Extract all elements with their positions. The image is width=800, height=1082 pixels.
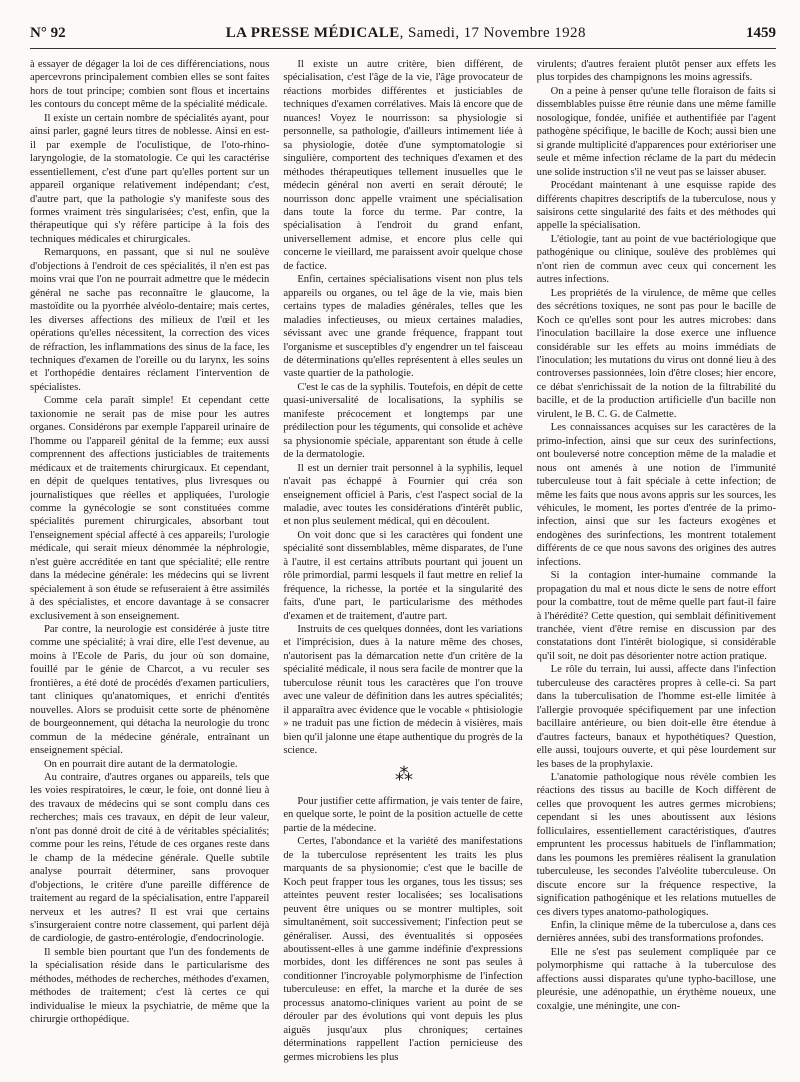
issue-date: , Samedi, 17 Novembre 1928 [399, 24, 586, 41]
paragraph: virulents; d'autres feraient plutôt penser aux effets les plus torpides des champignons les moins agressifs. [536, 59, 776, 84]
paragraph: L'anatomie pathologique nous révèle combien les réactions des tissus au bacille de Koch diffèrent de celles que provoquent les autres germes microbiens; cependant si les unes aboutissent aux lésions folliculaires, essentiellement caractéristiques, d'autres empruntent les processus habituels de l'inflammation; dans les poumons les premières réalisent la granulation tuberculeuse, les secondes l'alvéolite tuberculeuse. On discute encore sur la fréquence respective, la signification pathogénique et les relations mutuelles de ces divers types anatomo-pathologiques. [536, 772, 776, 918]
section-separator: ⁂ [394, 763, 411, 784]
paragraph: à essayer de dégager la loi de ces différenciations, nous apercevrons principalement combien elles se sont faites hors de tout principe; combien sont flous et incertains les contours du concept même de la spécialité médicale. [30, 59, 270, 111]
paragraph: Pour justifier cette affirmation, je vais tenter de faire, en quelque sorte, le point de la position actuelle de cette partie de la médecine. [283, 796, 523, 834]
paragraph: Procédant maintenant à une esquisse rapide des différents chapitres descriptifs de la tuberculose, nous y saisirons cette singularité des faits et des méthodes qui appelle la spécialisation. [536, 180, 776, 232]
paragraph: Il existe un certain nombre de spécialités ayant, pour ainsi parler, gagné leurs titres de noblesse. Ainsi en est-il par exemple de l'oculistique, de l'oto-rhino-laryngologie, de la stomatologie. Ce qui les caractérise essentiellement, c'est d'une part qu'elles portent sur un appareil organique relativement indépendant; c'est, d'autre part, que la pathologie s'y manifeste sous des formes vraiment très singularisées; c'est, enfin, que la thérapeutique qui s'y réfère participe à la fois des techniques médicales et chirurgicales. [30, 112, 270, 245]
paragraph: Instruits de ces quelques données, dont les variations et l'imprécision, dues à la nature même des choses, n'autorisent pas la démarcation nette d'un critère de la spécialité médicale, il nous sera facile de montrer que la tuberculose réunit tous les caractères que l'on trouve avec une valeur de définition dans les autres spécialités; il apparaîtra avec évidence que le vocable « phtisiologie » ne traduit pas une fiction de médecin à visières, mais bien qu'il jalonne une étape authentique du progrès de la science. [283, 624, 523, 757]
page-header [30, 18, 776, 49]
paragraph: Au contraire, d'autres organes ou appareils, tels que les voies respiratoires, le cœur, le foie, ont donné lieu à des travaux de médecins qui se sont complu dans ces recherches; mais ces travaux, en dépit de leur valeur, n'ont pas donné droit de cité à de véritables spécialités; comme pour les reins, l'étude de ces organes reste dans le champ de la médecine générale. Quelle subtile analyse pourrait déterminer, sans provoquer d'objections, le critère d'une pareille différence de traitement au regard de la spécialisation, entre l'appareil nerveux et les autres? Il est vrai que certains s'insurgeraient contre notre classement, qui parlent déjà de cardiologie, de gastro-entérologie, d'endocrinologie. [30, 772, 270, 945]
column-1 [30, 58, 269, 1068]
paragraph: Le rôle du terrain, lui aussi, affecte dans l'infection tuberculeuse des caractères propres à celle-ci. Sa part dans la tuberculisation de l'homme est-elle limitée à l'allergie provoquée spécifiquement par une infection bacillaire antérieure, ou bien doit-elle être étendue à d'autres facteurs, banaux et hypothétiques? Question, elle aussi, toujours ouverte, et qui pèse lourdement sur les bases de la prophylaxie. [536, 664, 776, 770]
paragraph: Les propriétés de la virulence, de même que celles des sécrétions toxiques, ne sont pas pour le bacille de Koch ce qu'elles sont pour les autres microbes: dans l'inoculation bacillaire la dose exerce une influence considérable sur les effets au moins immédiats de l'inoculation; les mutations du virus ont donné lieu à des controverses passionnées, loin d'être closes; hier encore, ce débat s'enrichissait de la notion de la filtrabilité du bacille, et de la production artificielle d'un bacille non virulent, le B. C. G. de Calmette. [536, 287, 776, 420]
paragraph: C'est le cas de la syphilis. Toutefois, en dépit de cette quasi-universalité de localisations, la syphilis se manifeste précocement et longtemps par une prédilection pour les téguments, qui consolide et achève sa physionomie spéciale, apparentant son étude à celle de la dermatologie. [283, 381, 523, 461]
paragraph: Si la contagion inter-humaine commande la propagation du mal et nous dicte le sens de notre effort pour la combattre, tout de même quelle part faut-il faire à l'hérédité? Cette question, qui semblait définitivement tranchée, vient d'être remise en discussion par des constatations dont l'intérêt biologique, si considérable qu'il soit, ne doit pas désorienter notre action pratique. [536, 570, 776, 662]
paragraph: Remarquons, en passant, que si nul ne soulève d'objections à l'endroit de ces spécialités, il n'en est pas moins vrai que l'on ne pourrait admettre que le médecin général ne sache pas reconnaître le glaucome, la mastoïdite ou la pyorrhée alvéolo-dentaire; mais certes, les diverses affections des milieux de l'œil et les opérations qu'elles nécessitent, la correction des vices de réfraction, les inflammations des sinus de la face, les techniques d'examen de l'oreille ou du larynx, les soins et l'orthopédie dentaires réclament l'intervention de spécialistes. [30, 247, 270, 393]
paragraph: Enfin, la clinique même de la tuberculose a, dans ces dernières années, subi des transformations profondes. [536, 920, 776, 945]
paragraph: Comme cela paraît simple! Et cependant cette taxionomie ne serait pas de mise pour les autres organes. Considérons par exemple l'appareil urinaire de l'homme ou l'appareil génital de la femme; eux aussi comprennent des affections justiciables de traitements médicaux et de traitements chirurgicaux. Et cependant, en dépit de quelques tentatives, plus livresques ou journalistiques que réelles et appliquées, l'urologie comme la gynécologie se sont constituées comme spécialités purement chirurgicales, absorbant tout l'enseignement spécial affecté à ces appareils; l'urologie médicale, qui serait mieux dénommée la néphrologie, n'est guère accréditée en tant que spécialité; elle rentre dans la médecine générale: les médecins qui se livrent spécialement à son étude se refuseraient à être assimilés à des spécialistes, et encore davantage à se consacrer exclusivement à son enseignement. [30, 395, 270, 622]
paragraph: Il existe un autre critère, bien différent, de spécialisation, c'est l'âge de la vie, l'âge provocateur de réactions morbides différentes et justiciables de techniques d'examen corrélatives. Mais là encore que de nuances! Voyez le nourrisson: sa physiologie si personnelle, sa pathologie, d'ailleurs intimement liée à sa physiologie, dotée d'une symptomatologie si singulière, comportent des techniques d'examen et des méthodes thérapeutiques tellement inusuelles que le médecin général non averti en serait dérouté; le nourrisson donc appelle vraiment une spécialisation dans toute la force du terme. Par contre, la spécialisation à l'endroit du grand enfant, universellement admise, et encore plus celle qui concerne le vieillard, me paraissent avoir quelque chose de factice. [283, 59, 523, 272]
paragraph: On a peine à penser qu'une telle floraison de faits si dissemblables puisse être réunie dans une même famille nosologique, fondée, unifiée et authentifiée par l'agent pathogène spécifique, le bacille de Koch; aussi bien une si grande multiplicité d'apparences pour extérioriser une seule et même infection réclame de la part du médecin une solide instruction s'il ne veut pas se laisser abuser. [536, 85, 776, 178]
page-number: 1459 [746, 24, 776, 41]
paragraph: Les connaissances acquises sur les caractères de la primo-infection, ainsi que sur ceux des surinfections, ont bouleversé notre conception même de la maladie et nous ont amenés à une notion de l'immunité tuberculeuse tout à fait spéciale à cette infection; de même les faits que nous avons appris sur les sources, les véhicules, le moment, les portes d'entrée de la primo-infection, ainsi que sur les facteurs exogènes et endogènes des surinfections, les montrent totalement différents de ce que nous savons des origines des autres infections. [536, 422, 776, 568]
paragraph: L'étiologie, tant au point de vue bactériologique que pathogénique ou clinique, soulève des problèmes qui n'ont rien de commun avec ceux qui concernent les autres infections. [536, 233, 776, 286]
paragraph: Il est un dernier trait personnel à la syphilis, lequel n'avait pas échappé à Fournier qui créa son enseignement officiel à Paris, c'est l'aspect social de la maladie, avec toutes les considérations d'intérêt public, et non plus seulement médical, qui en découlent. [283, 462, 523, 528]
column-2 [283, 58, 522, 1068]
article-columns [30, 58, 776, 1068]
paragraph: Enfin, certaines spécialisations visent non plus tels appareils ou organes, ou tel âge de la vie, mais bien certains types de maladies générales, telles que les maladies infectieuses, ou mieux certaines maladies, sévissant avec une grande fréquence, frappant tout l'organisme et susceptibles d'y engendrer un tel faisceau de déterminations qu'elles représentent à elles seules un vaste quartier de la pathologie. [283, 274, 523, 380]
paragraph: Certes, l'abondance et la variété des manifestations de la tuberculose représentent les traits les plus marquants de sa physionomie; c'est que le bacille de Koch peut frapper tous les organes, tous les tissus; ses atteintes peuvent rester localisées; ses localisations peuvent être uniques ou se montrer multiples, soit simultanément, soit successivement; l'infection peut se généraliser. Aussi, des éventualités si opposées aboutissent-elles à une gamme indéfinie d'expressions morbides, dont les différences ne sont pas seules à conditionner l'incroyable polymorphisme de l'infection tuberculeuse: en effet, la marche et la durée de ses processus anatomo-cliniques varient au point de se dérouler par des évolutions qui vont depuis les plus aiguës jusqu'aux plus chroniques; certaines déterminations rappellent l'action pernicieuse des germes microbiens les plus [283, 836, 523, 1063]
masthead [226, 25, 586, 42]
paragraph: Par contre, la neurologie est considérée à juste titre comme une spécialité; à vrai dire, elle l'est devenue, au moins à l'Ecole de Paris, du jour où son domaine, fouillé par le génie de Charcot, a vu reculer ses frontières, a été doté de procédés d'examen particuliers, tant cliniques qu'anatomiques, et enrichi d'entités nouvelles. Alors se produisit cette sorte de phénomène de bourgeonnement, qui détacha la neurologie du tronc commun de la médecine générale, entraînant un enseignement spécial. [30, 624, 270, 757]
paragraph: Elle ne s'est pas seulement compliquée par ce polymorphisme qui rattache à la tuberculose des affections aussi disparates qu'une typho-bacillose, une pleurésie, une adénopathie, un érythème noueux, une coxalgie, une méningite, une con- [536, 946, 776, 1012]
paragraph: On en pourrait dire autant de la dermatologie. [44, 758, 238, 770]
journal-title: LA PRESSE MÉDICALE [225, 24, 400, 41]
paragraph: On voit donc que si les caractères qui fondent une spécialité sont dissemblables, même disparates, de l'une à l'autre, il est certains attributs pourtant qui jouent un rôle primordial, parmi lesquels il faut mettre en relief la fréquence, la richesse, la portée et la singularité des faits, d'une part, le particularisme des méthodes d'examen et de traitement, d'autre part. [283, 529, 523, 622]
column-3 [537, 58, 776, 1068]
issue-number: N° 92 [30, 24, 66, 41]
paragraph: Il semble bien pourtant que l'un des fondements de la spécialisation réside dans le particularisme des méthodes, méthodes de recherches, méthodes d'examen, méthodes de traitement; c'est là certes ce qui individualise le mieux la psychiatrie, de même que la chirurgie orthopédique. [30, 946, 270, 1026]
